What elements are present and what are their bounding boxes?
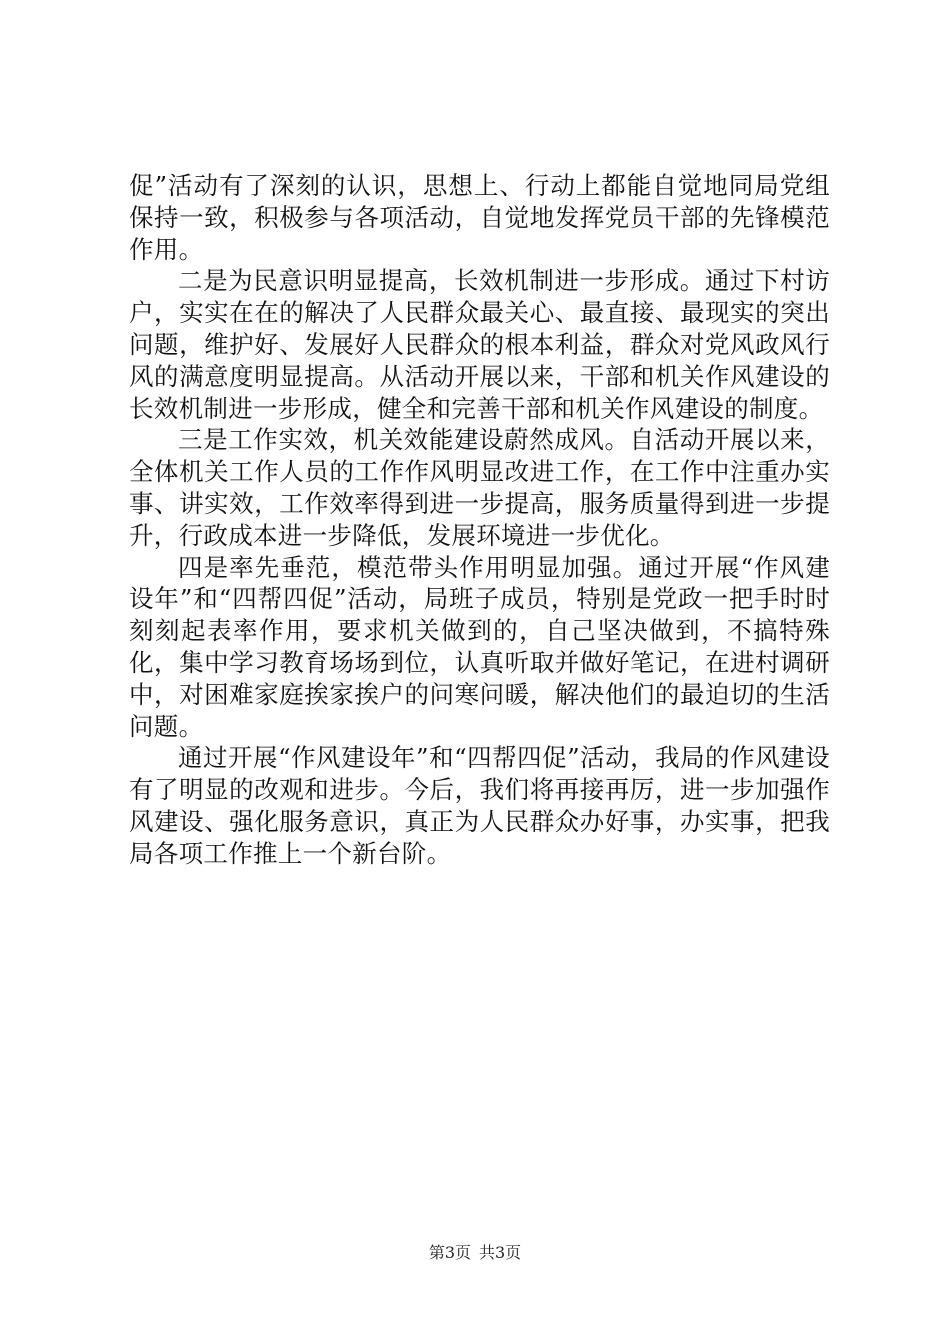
paragraph-point-three: 三是工作实效，机关效能建设蔚然成风。自活动开展以来，全体机关工作人员的工作作风明显改进工作，在工作中注重办实事、讲实效，工作效率得到进一步提高，服务质量得到进一步提升，行政成本进一步降低，发展环境进一步优化。 — [129, 425, 830, 550]
page-footer — [0, 1243, 950, 1263]
paragraph-conclusion: 通过开展“作风建设年”和“四帮四促”活动，我局的作风建设有了明显的改观和进步。今后，我们将再接再厉，进一步加强作风建设、强化服务意识，真正为人民群众办好事，办实事，把我局各项工作推上一个新台阶。 — [129, 743, 830, 868]
paragraph-point-two: 二是为民意识明显提高，长效机制进一步形成。通过下村访户，实实在在的解决了人民群众最关心、最直接、最现实的突出问题，维护好、发展好人民群众的根本利益，群众对党风政风行风的满意度明显提高。从活动开展以来，干部和机关作风建设的长效机制进一步形成，健全和完善干部和机关作风建设的制度。 — [129, 266, 830, 423]
document-body — [129, 170, 830, 870]
page-total: 共3页 — [479, 1243, 522, 1262]
page-number: 第3页 — [428, 1243, 471, 1262]
paragraph-continued: 促”活动有了深刻的认识，思想上、行动上都能自觉地同局党组保持一致，积极参与各项活动，自觉地发挥党员干部的先锋模范作用。 — [129, 171, 830, 264]
paragraph-point-four: 四是率先垂范，模范带头作用明显加强。通过开展“作风建设年”和“四帮四促”活动，局班子成员，特别是党政一把手时时刻刻起表率作用，要求机关做到的，自己坚决做到，不搞特殊化，集中学习教育场场到位，认真听取并做好笔记，在进村调研中，对困难家庭挨家挨户的问寒问暖，解决他们的最迫切的生活问题。 — [129, 552, 830, 741]
